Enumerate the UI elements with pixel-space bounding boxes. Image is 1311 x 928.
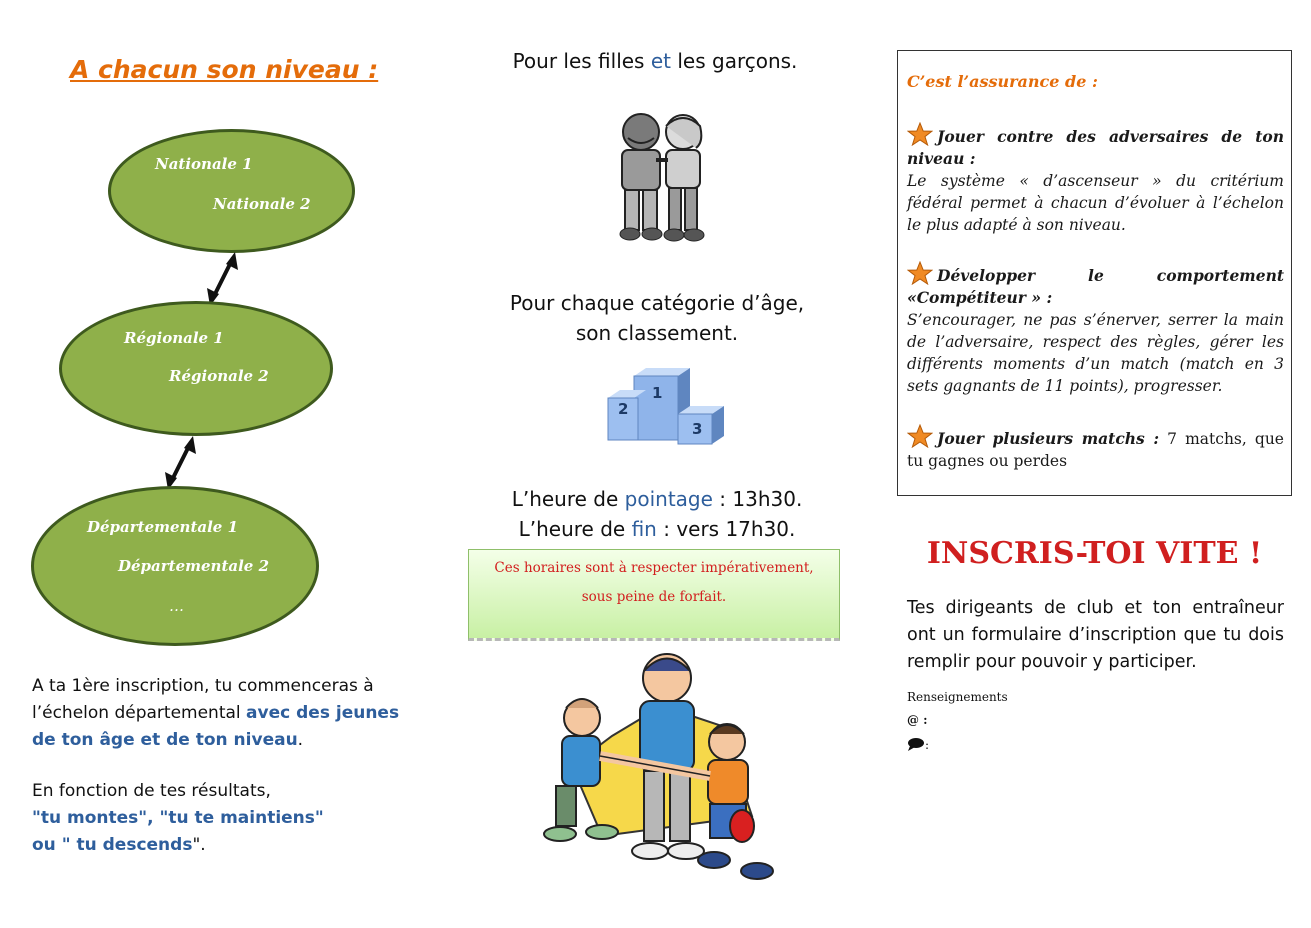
register-paragraph: Tes dirigeants de club et ton entraîneur ont un formulaire d’inscription que tu dois remplir pour pouvoir y participer. [907, 598, 1284, 672]
level-departementale-1: Départementale 1 [87, 518, 239, 536]
email-line [907, 713, 928, 727]
register-heading: INSCRIS-TOI VITE ! [926, 536, 1263, 571]
level-regionale-2: Régionale 2 [169, 367, 269, 385]
podium-third: 3 [692, 420, 703, 438]
benefit-item-level: Jouer contre des adversaires de ton niveau : Le système « d’ascenseur » du critérium fédéral permet à chacun d’évoluer à l’échelon le plus adapté à son niveau. [907, 122, 1284, 236]
benefit-item-competitor: Développer le comportement «Compétiteur » : S’encourager, ne pas s’énerver, serrer la main de l’adversaire, respect des règles, gérer les différents moments d’un match (match en 3 sets gagnants de 11 points), progresser. [907, 261, 1284, 397]
double-arrow-icon [200, 250, 245, 308]
end-time: L’heure de fin : vers 17h30. [518, 517, 796, 541]
star-icon [907, 122, 933, 146]
kids-illustration [608, 108, 718, 248]
info-label: Renseignements [907, 690, 1008, 704]
level-ellipsis: … [169, 597, 184, 615]
podium-illustration [604, 368, 728, 450]
kids-circle-illustration [532, 646, 782, 884]
results-paragraph: En fonction de tes résultats, "tu montes", "tu te maintiens" ou " tu descends". [32, 781, 324, 855]
speech-bubble-icon [907, 737, 925, 751]
level-departementale-2: Départementale 2 [118, 557, 270, 575]
nationale-ellipse [108, 129, 355, 253]
first-registration-paragraph: A ta 1ère inscription, tu commenceras à l’échelon départemental avec des jeunes de ton âge et de ton niveau. [32, 676, 400, 750]
star-icon [907, 424, 933, 448]
category-line-1: Pour chaque catégorie d’âge, [509, 291, 805, 315]
email-label: @ : [907, 713, 928, 727]
schedule-notice: Ces horaires sont à respecter impérativement, sous peine de forfait. [468, 549, 840, 641]
phone-label: : [925, 738, 930, 752]
podium-second: 2 [618, 400, 629, 418]
levels-title: A chacun son niveau : [70, 55, 379, 84]
level-regionale-1: Régionale 1 [124, 329, 224, 347]
phone-line [907, 737, 929, 752]
pointage-time: L’heure de pointage : 13h30. [511, 487, 803, 511]
star-icon [907, 261, 933, 285]
podium-first: 1 [652, 384, 663, 402]
benefit-item-matches: Jouer plusieurs matchs : 7 matchs, que tu gagnes ou perdes [907, 424, 1284, 472]
level-nationale-2: Nationale 2 [213, 195, 311, 213]
category-line-2: son classement. [575, 321, 739, 345]
double-arrow-icon [158, 434, 203, 492]
level-nationale-1: Nationale 1 [155, 155, 253, 173]
girls-boys-line: Pour les filles et les garçons. [512, 49, 798, 73]
benefits-title: C’est l’assurance de : [907, 72, 1098, 91]
